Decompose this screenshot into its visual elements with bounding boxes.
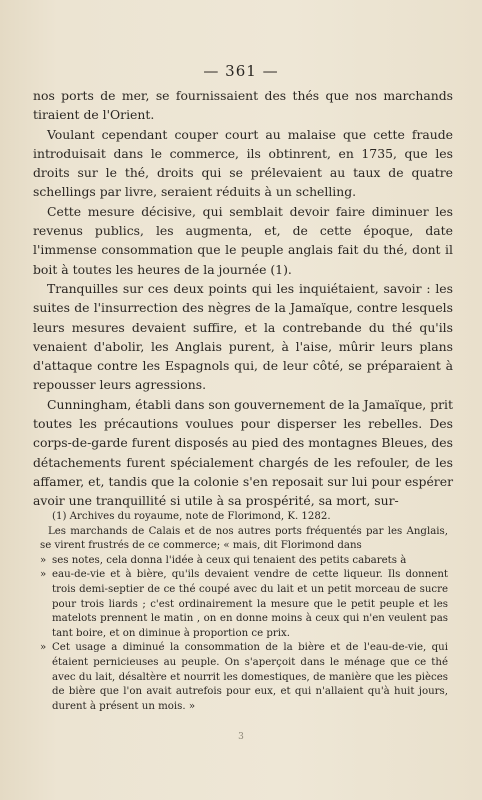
paragraph: Tranquilles sur ces deux points qui les inquiétaient, savoir : les suites de l'insurrection des nègres de la Jamaïque, contre lesquels leurs mesures devaient suffire, et la contrebande du thé qu'ils venaient d'abolir, les Anglais purent, à l'aise, mûrir leurs plans d'attaque contre les Espagnols qui, de leur côté, se préparaient à repousser leurs agressions.: [33, 280, 453, 393]
paragraph: nos ports de mer, se fournissaient des thés que nos marchands tiraient de l'Orient.: [33, 88, 453, 123]
footnote-quote-line: [40, 641, 448, 714]
footnote-quote-text: ses notes, cela donna l'idée à ceux qui tenaient des petits cabarets à: [52, 554, 407, 566]
body-text: [33, 86, 453, 511]
open-quote-mark: »: [40, 642, 47, 654]
footnote-quote-line: [40, 554, 448, 569]
signature-mark: 3: [238, 732, 244, 742]
paragraph: Cette mesure décisive, qui semblait devoir faire diminuer les revenus publics, les augmenta, et, de cette époque, date l'immense consommation que le peuple anglais fait du thé, dont il boit à toutes les heures de la journée (1).: [33, 203, 453, 277]
paragraph: Cunningham, établi dans son gouvernement de la Jamaïque, prit toutes les précautions voulues pour disperser les rebelles. Des corps-de-garde furent disposés au pied des montagnes Bleues, des détachements furent spécialement chargés de les refouler, de les affamer, et, tandis que la colonie s'en reposait sur lui pour espérer avoir une tranquillité si utile à sa prospérité, sa mort, sur-: [33, 396, 453, 509]
footnote-reference: (1) Archives du royaume, note de Florimond, K. 1282.: [52, 511, 331, 522]
footnote-intro: Les marchands de Calais et de nos autres ports fréquentés par les Anglais, se virent frustrés de ce commerce; « mais, dit Florimond dans: [40, 525, 448, 552]
page-number: — 361 —: [203, 62, 279, 80]
footnote-quote-line: [40, 568, 448, 641]
quote-mark: »: [40, 569, 47, 581]
footnote-quote-text: Cet usage a diminué la consommation de la bière et de l'eau-de-vie, qui étaient pernicieuses au peuple. On s'aperçoit dans le ménage que ce thé avec du lait, désaltère et nourrit les domestiques, de manière que les pièces de bière que l'on avait autrefois pour eux, et qui n'allaient qu'à huit jours, durent à présent un mois. »: [52, 642, 448, 712]
footnote-quote-text: eau-de-vie et à bière, qu'ils devaient vendre de cette liqueur. Ils donnent trois demi-septier de ce thé coupé avec du lait et un petit morceau de sucre pour trois liards ; c'est ordinairement la mesure que le petit peuple et les matelots prennent le matin , on en donne moins à ceux qui n'en veulent pas tant boire, et on diminue à proportion ce prix.: [52, 569, 448, 639]
footnotes: [40, 510, 448, 714]
paragraph: Voulant cependant couper court au malaise que cette fraude introduisait dans le commerce, ils obtinrent, en 1735, que les droits sur le thé, droits qui se prélevaient au taux de quatre schellings par livre, seraient réduits à un schelling.: [33, 126, 453, 200]
quote-mark: »: [40, 554, 47, 566]
